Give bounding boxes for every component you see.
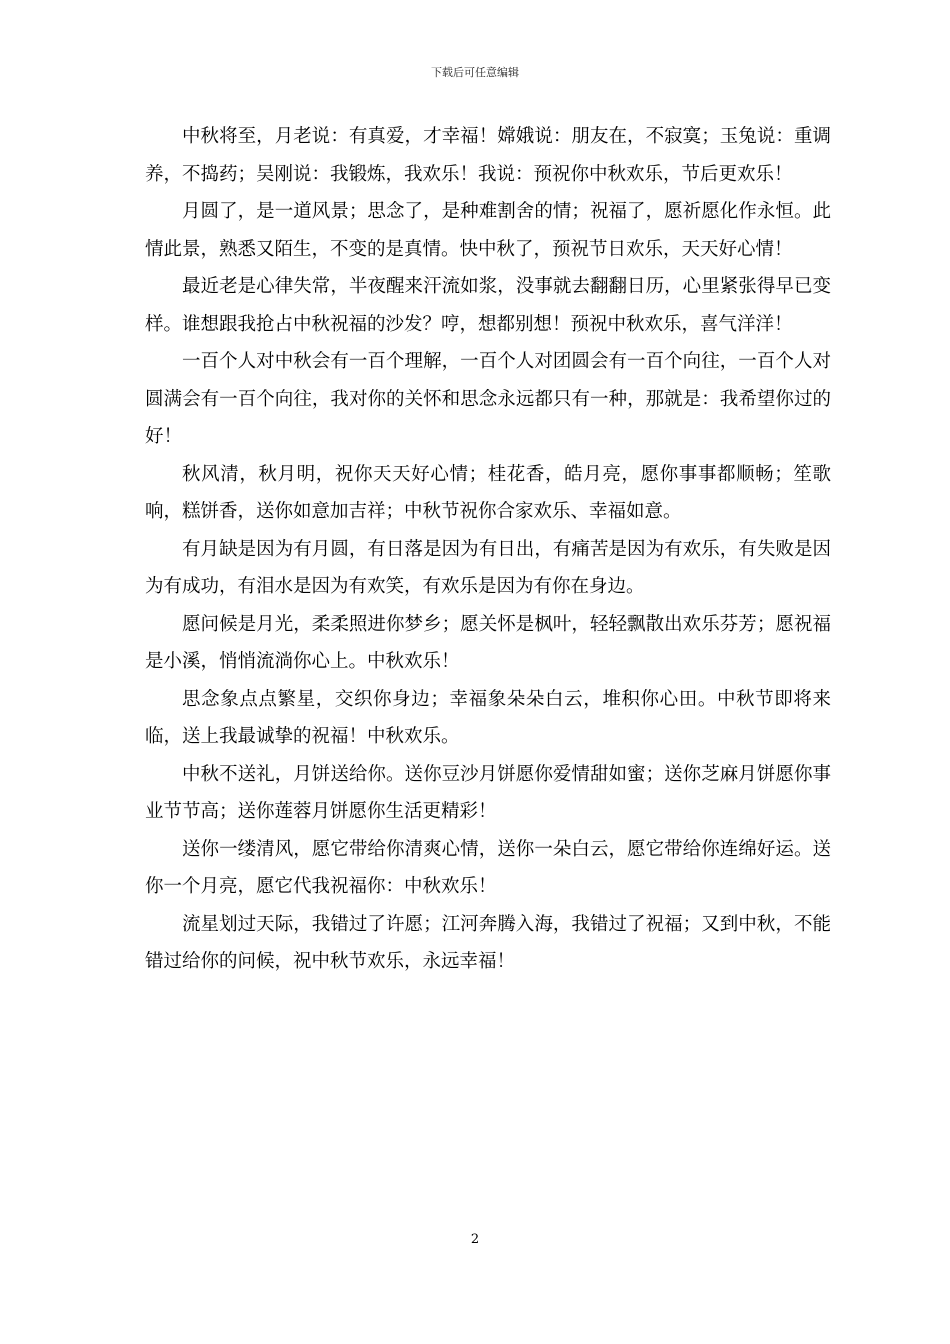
page-number: 2 — [470, 1232, 480, 1247]
page-header: 下载后可任意编辑 — [431, 66, 519, 79]
paragraph: 秋风清，秋月明，祝你天天好心情；桂花香，皓月亮，愿你事事都顺畅；笙歌响，糕饼香，送你如意加吉祥；中秋节祝你合家欢乐、幸福如意。 — [145, 463, 831, 522]
paragraph: 月圆了，是一道风景；思念了，是种难割舍的情；祝福了，愿祈愿化作永恒。此情此景，熟悉又陌生，不变的是真情。快中秋了，预祝节日欢乐，天天好心情！ — [145, 201, 831, 260]
paragraph: 有月缺是因为有月圆，有日落是因为有日出，有痛苦是因为有欢乐，有失败是因为有成功，有泪水是因为有欢笑，有欢乐是因为有你在身边。 — [145, 538, 831, 597]
paragraph: 流星划过天际，我错过了许愿；江河奔腾入海，我错过了祝福；又到中秋，不能错过给你的问候，祝中秋节欢乐，永远幸福！ — [145, 913, 831, 972]
paragraph: 一百个人对中秋会有一百个理解，一百个人对团圆会有一百个向往，一百个人对圆满会有一百个向往，我对你的关怀和思念永远都只有一种，那就是：我希望你过的好！ — [145, 351, 831, 447]
paragraph: 中秋将至，月老说：有真爱，才幸福！嫦娥说：朋友在，不寂寞；玉兔说：重调养，不捣药；吴刚说：我锻炼，我欢乐！我说：预祝你中秋欢乐，节后更欢乐！ — [145, 126, 831, 185]
paragraph: 送你一缕清风，愿它带给你清爽心情，送你一朵白云，愿它带给你连绵好运。送你一个月亮，愿它代我祝福你：中秋欢乐！ — [145, 838, 831, 897]
paragraph: 思念象点点繁星，交织你身边；幸福象朵朵白云，堆积你心田。中秋节即将来临，送上我最诚挚的祝福！中秋欢乐。 — [145, 688, 831, 747]
paragraph: 中秋不送礼，月饼送给你。送你豆沙月饼愿你爱情甜如蜜；送你芝麻月饼愿你事业节节高；送你莲蓉月饼愿你生活更精彩！ — [145, 763, 831, 822]
paragraph: 愿问候是月光，柔柔照进你梦乡；愿关怀是枫叶，轻轻飘散出欢乐芬芳；愿祝福是小溪，悄悄流淌你心上。中秋欢乐！ — [145, 613, 831, 672]
document-body — [145, 118, 831, 981]
paragraph: 最近老是心律失常，半夜醒来汗流如浆，没事就去翻翻日历，心里紧张得早已变样。谁想跟我抢占中秋祝福的沙发？哼，想都别想！预祝中秋欢乐，喜气洋洋！ — [145, 276, 831, 335]
